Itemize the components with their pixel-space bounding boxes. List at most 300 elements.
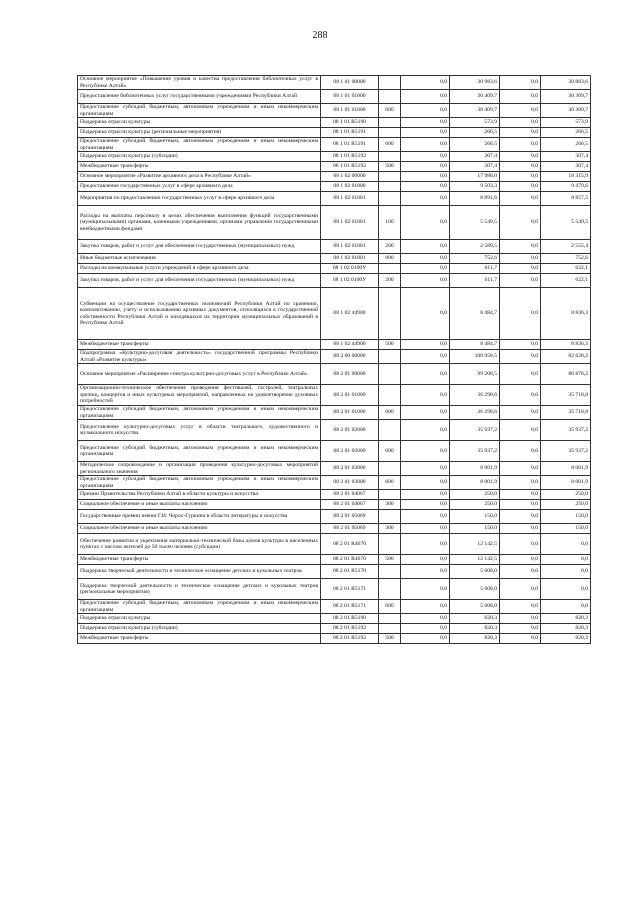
table-row <box>78 462 591 476</box>
row-value-2: 307,4 <box>450 162 500 172</box>
row-expense-type: 500 <box>379 634 401 644</box>
row-name: Премии Правительства Республики Алтай в области культуры и искусства <box>78 490 321 500</box>
row-value-3: 0,0 <box>500 162 541 172</box>
row-value-2: 266,5 <box>450 128 500 138</box>
row-value-4: 0,0 <box>541 565 591 579</box>
row-value-3: 0,0 <box>500 364 541 385</box>
row-code: 08 1 02 0100У <box>321 264 379 274</box>
row-value-2: 8 891,6 <box>450 192 500 206</box>
row-value-3: 0,0 <box>500 254 541 264</box>
row-expense-type <box>379 385 401 406</box>
row-value-2: 752,6 <box>450 254 500 264</box>
table-row <box>78 385 591 406</box>
row-value-2: 36 298,6 <box>450 385 500 406</box>
row-value-4: 250,0 <box>541 500 591 510</box>
row-value-2: 266,5 <box>450 138 500 152</box>
row-name: Поддержка отрасли культуры <box>78 118 321 128</box>
row-code: 08 1 02 01001 <box>321 254 379 264</box>
row-value-2: 30 409,7 <box>450 90 500 104</box>
row-value-2: 5 549,5 <box>450 206 500 240</box>
row-value-4: 266,5 <box>541 138 591 152</box>
row-value-1: 0,0 <box>401 138 450 152</box>
row-value-1: 0,0 <box>401 340 450 350</box>
table-row <box>78 441 591 462</box>
row-name: Межбюджетные трансферты <box>78 634 321 644</box>
row-name: Методическое сопровождение и организация проведения культурно-досуговых мероприятий регионального значения <box>78 462 321 476</box>
table-row <box>78 634 591 644</box>
row-name: Подпрограмма «Культурно-досуговая деятельность» государственной программы Республики Алтай «Развитие культуры» <box>78 350 321 364</box>
row-code: 08 2 01 R4670 <box>321 534 379 555</box>
row-value-3: 0,0 <box>500 152 541 162</box>
row-value-4: 30 309,7 <box>541 104 591 118</box>
row-value-1: 0,0 <box>401 510 450 524</box>
row-value-2: 35 937,2 <box>450 420 500 441</box>
row-name: Иные бюджетные ассигнования <box>78 254 321 264</box>
row-expense-type: 600 <box>379 406 401 420</box>
row-value-4: 820,3 <box>541 614 591 624</box>
table-row <box>78 264 591 274</box>
row-expense-type: 600 <box>379 476 401 490</box>
row-value-2: 611,7 <box>450 264 500 274</box>
table-row <box>78 579 591 600</box>
row-code: 08 1 02 01001 <box>321 192 379 206</box>
row-expense-type <box>379 128 401 138</box>
row-value-1: 0,0 <box>401 462 450 476</box>
row-value-4: 8 001,9 <box>541 462 591 476</box>
row-name: Поддержка творческой деятельности и техническое оснащение детских и кукольных театров <box>78 565 321 579</box>
row-value-2: 820,3 <box>450 614 500 624</box>
row-value-3: 0,0 <box>500 441 541 462</box>
row-value-1: 0,0 <box>401 162 450 172</box>
row-code: 08 1 02 01000 <box>321 182 379 192</box>
row-code: 08 1 02 0100У <box>321 274 379 288</box>
row-name: Предоставление субсидий бюджетным, автономным учреждениям и иным некоммерческим организациям <box>78 476 321 490</box>
row-value-1: 0,0 <box>401 182 450 192</box>
row-value-1: 0,0 <box>401 90 450 104</box>
row-name: Закупка товаров, работ и услуг для обеспечения государственных (муниципальных) нужд <box>78 274 321 288</box>
table-row <box>78 555 591 565</box>
row-expense-type <box>379 182 401 192</box>
row-name: Организационно-техническое обеспечение проведения фестивалей, гастролей, театральных зрелищ, концертов и иных культурных мероприятий, направленных на удовлетворение духовных потребностей <box>78 385 321 406</box>
row-value-2: 250,0 <box>450 490 500 500</box>
row-value-1: 0,0 <box>401 385 450 406</box>
row-code: 08 1 01 R5190 <box>321 118 379 128</box>
row-value-2: 5 608,0 <box>450 565 500 579</box>
row-name: Поддержка творческой деятельности и техническое оснащение детских и кукольных театров (региональные мероприятия) <box>78 579 321 600</box>
row-value-4: 820,3 <box>541 624 591 634</box>
row-value-2: 820,3 <box>450 624 500 634</box>
table-row <box>78 182 591 192</box>
row-value-3: 0,0 <box>500 634 541 644</box>
table-row <box>78 288 591 340</box>
row-value-2: 8 001,9 <box>450 462 500 476</box>
budget-table <box>77 75 591 644</box>
row-name: Основное мероприятие «Расширение спектра культурно-досуговых услуг в Республике Алтай» <box>78 364 321 385</box>
row-value-2: 611,7 <box>450 274 500 288</box>
row-value-3: 0,0 <box>500 385 541 406</box>
row-value-3: 0,0 <box>500 76 541 90</box>
row-value-2: 12 142,5 <box>450 555 500 565</box>
table-row <box>78 152 591 162</box>
row-code: 08 1 01 01000 <box>321 90 379 104</box>
row-value-1: 0,0 <box>401 118 450 128</box>
row-expense-type: 300 <box>379 524 401 534</box>
row-value-3: 0,0 <box>500 104 541 118</box>
row-value-1: 0,0 <box>401 634 450 644</box>
row-expense-type: 600 <box>379 441 401 462</box>
row-value-4: 80 878,2 <box>541 364 591 385</box>
table-row <box>78 420 591 441</box>
row-expense-type: 600 <box>379 138 401 152</box>
row-value-2: 36 298,6 <box>450 406 500 420</box>
row-value-2: 8 484,7 <box>450 288 500 340</box>
budget-table-body <box>78 76 591 644</box>
page-number: 288 <box>312 30 328 41</box>
row-code: 08 2 01 R5170 <box>321 565 379 579</box>
row-value-4: 2 555,4 <box>541 240 591 254</box>
row-value-2: 573,9 <box>450 118 500 128</box>
row-code: 08 2 01 04067 <box>321 500 379 510</box>
table-row <box>78 172 591 182</box>
table-row <box>78 254 591 264</box>
row-value-1: 0,0 <box>401 524 450 534</box>
row-value-3: 0,0 <box>500 462 541 476</box>
row-value-1: 0,0 <box>401 441 450 462</box>
row-expense-type <box>379 579 401 600</box>
row-value-3: 0,0 <box>500 510 541 524</box>
row-value-1: 0,0 <box>401 264 450 274</box>
row-code: 08 2 00 00000 <box>321 350 379 364</box>
row-expense-type: 300 <box>379 500 401 510</box>
row-value-1: 0,0 <box>401 128 450 138</box>
table-row <box>78 90 591 104</box>
row-value-3: 0,0 <box>500 579 541 600</box>
table-row <box>78 476 591 490</box>
row-value-2: 17 988,0 <box>450 172 500 182</box>
row-expense-type <box>379 364 401 385</box>
row-value-1: 0,0 <box>401 104 450 118</box>
table-row <box>78 624 591 634</box>
row-code: 08 2 01 01000 <box>321 406 379 420</box>
table-row <box>78 406 591 420</box>
table-row <box>78 600 591 614</box>
row-name: Основное мероприятие «Повышение уровня и качества предоставления библиотечных услуг в Республике Алтай» <box>78 76 321 90</box>
row-value-4: 8 857,5 <box>541 192 591 206</box>
row-value-3: 0,0 <box>500 90 541 104</box>
table-row <box>78 206 591 240</box>
row-name: Обеспечение развития и укрепления материально-технической базы домов культуры в населенных пунктах с числом жителей до 50 тысяч человек (субсидии) <box>78 534 321 555</box>
row-value-2: 2 589,5 <box>450 240 500 254</box>
row-value-3: 0,0 <box>500 274 541 288</box>
row-name: Основное мероприятие «Развитие архивного дела в Республике Алтай» <box>78 172 321 182</box>
row-value-4: 0,0 <box>541 579 591 600</box>
row-code: 08 2 01 02000 <box>321 420 379 441</box>
row-value-2: 5 608,0 <box>450 579 500 600</box>
row-value-1: 0,0 <box>401 406 450 420</box>
table-row <box>78 118 591 128</box>
row-value-4: 0,0 <box>541 555 591 565</box>
table-row <box>78 138 591 152</box>
row-value-1: 0,0 <box>401 254 450 264</box>
row-expense-type <box>379 288 401 340</box>
row-code: 08 2 01 R5171 <box>321 600 379 614</box>
row-value-3: 0,0 <box>500 340 541 350</box>
row-value-4: 8 836,3 <box>541 340 591 350</box>
row-expense-type <box>379 192 401 206</box>
row-value-4: 30 309,7 <box>541 90 591 104</box>
table-row <box>78 350 591 364</box>
row-expense-type: 500 <box>379 555 401 565</box>
row-value-1: 0,0 <box>401 490 450 500</box>
row-value-3: 0,0 <box>500 600 541 614</box>
row-value-2: 150,0 <box>450 524 500 534</box>
table-row <box>78 104 591 118</box>
row-expense-type <box>379 565 401 579</box>
row-expense-type <box>379 490 401 500</box>
row-code: 08 2 01 R5192 <box>321 624 379 634</box>
row-name: Предоставление библиотечных услуг государственными учреждениями Республики Алтай <box>78 90 321 104</box>
row-value-2: 250,0 <box>450 500 500 510</box>
table-row <box>78 524 591 534</box>
row-expense-type <box>379 534 401 555</box>
row-value-2: 30 409,7 <box>450 104 500 118</box>
row-code: 08 1 01 00000 <box>321 76 379 90</box>
row-expense-type: 200 <box>379 274 401 288</box>
row-expense-type <box>379 614 401 624</box>
row-value-1: 0,0 <box>401 240 450 254</box>
row-value-1: 0,0 <box>401 274 450 288</box>
row-code: 08 2 01 04067 <box>321 490 379 500</box>
row-value-3: 0,0 <box>500 524 541 534</box>
row-code: 08 2 01 05069 <box>321 510 379 524</box>
row-value-1: 0,0 <box>401 420 450 441</box>
row-name: Поддержка отрасли культуры (региональные мероприятия) <box>78 128 321 138</box>
row-name: Предоставление субсидий бюджетным, автономным учреждениям и иным некоммерческим организациям <box>78 138 321 152</box>
row-code: 08 2 01 R5171 <box>321 579 379 600</box>
row-value-3: 0,0 <box>500 534 541 555</box>
row-name: Межбюджетные трансферты <box>78 340 321 350</box>
row-value-2: 12 142,5 <box>450 534 500 555</box>
row-value-4: 150,0 <box>541 510 591 524</box>
row-value-3: 0,0 <box>500 565 541 579</box>
table-row <box>78 274 591 288</box>
row-value-1: 0,0 <box>401 614 450 624</box>
row-code: 08 2 01 01000 <box>321 385 379 406</box>
row-value-4: 30 883,6 <box>541 76 591 90</box>
row-value-4: 622,1 <box>541 274 591 288</box>
row-value-4: 35 718,8 <box>541 406 591 420</box>
row-code: 08 2 01 02000 <box>321 441 379 462</box>
row-value-2: 99 208,5 <box>450 364 500 385</box>
row-value-4: 5 549,5 <box>541 206 591 240</box>
row-name: Предоставление субсидий бюджетным, автономным учреждениям и иным некоммерческим организациям <box>78 600 321 614</box>
row-name: Предоставление субсидий бюджетным, автономным учреждениям и иным некоммерческим организациям <box>78 406 321 420</box>
row-value-2: 100 958,5 <box>450 350 500 364</box>
row-code: 08 2 01 05069 <box>321 524 379 534</box>
row-value-1: 0,0 <box>401 192 450 206</box>
row-value-3: 0,0 <box>500 624 541 634</box>
row-expense-type <box>379 152 401 162</box>
row-value-3: 0,0 <box>500 490 541 500</box>
row-value-2: 30 983,6 <box>450 76 500 90</box>
row-value-3: 0,0 <box>500 264 541 274</box>
row-code: 08 1 02 00000 <box>321 172 379 182</box>
row-code: 08 2 01 R5192 <box>321 634 379 644</box>
row-expense-type <box>379 624 401 634</box>
row-name: Социальное обеспечение и иные выплаты населению <box>78 500 321 510</box>
table-row <box>78 192 591 206</box>
row-value-3: 0,0 <box>500 172 541 182</box>
row-name: Предоставление субсидий бюджетным, автономным учреждениям и иным некоммерческим организациям <box>78 441 321 462</box>
row-expense-type: 800 <box>379 254 401 264</box>
row-value-1: 0,0 <box>401 555 450 565</box>
row-value-4: 250,0 <box>541 490 591 500</box>
table-row <box>78 340 591 350</box>
row-value-3: 0,0 <box>500 182 541 192</box>
row-expense-type <box>379 350 401 364</box>
row-expense-type <box>379 90 401 104</box>
row-value-3: 0,0 <box>500 350 541 364</box>
row-value-4: 150,0 <box>541 524 591 534</box>
row-value-3: 0,0 <box>500 555 541 565</box>
row-value-3: 0,0 <box>500 614 541 624</box>
row-name: Социальное обеспечение и иные выплаты населению <box>78 524 321 534</box>
table-row <box>78 490 591 500</box>
row-code: 08 2 01 R4670 <box>321 555 379 565</box>
row-name: Закупка товаров, работ и услуг для обеспечения государственных (муниципальных) нужд <box>78 240 321 254</box>
row-value-2: 307,4 <box>450 152 500 162</box>
row-value-2: 5 608,0 <box>450 600 500 614</box>
row-code: 08 1 02 01001 <box>321 206 379 240</box>
row-expense-type: 100 <box>379 206 401 240</box>
row-code: 08 1 01 R5192 <box>321 152 379 162</box>
row-expense-type <box>379 510 401 524</box>
row-name: Предоставление субсидий бюджетным, автономным учреждениям и иным некоммерческим организациям <box>78 104 321 118</box>
row-value-4: 0,0 <box>541 600 591 614</box>
row-value-1: 0,0 <box>401 172 450 182</box>
row-value-1: 0,0 <box>401 76 450 90</box>
row-name: Поддержка отрасли культуры (субсидии) <box>78 152 321 162</box>
row-name: Расходы на выплаты персоналу в целях обеспечения выполнения функций государственными (муниципальными) органами, казенными учреждениями, органами управления государственными внебюджетными фондами <box>78 206 321 240</box>
row-name: Межбюджетные трансферты <box>78 555 321 565</box>
row-value-3: 0,0 <box>500 288 541 340</box>
row-expense-type: 600 <box>379 600 401 614</box>
row-value-4: 307,4 <box>541 152 591 162</box>
row-value-3: 0,0 <box>500 476 541 490</box>
row-name: Мероприятия по предоставлению государственных услуг в сфере архивного дела <box>78 192 321 206</box>
row-name: Поддержка отрасли культуры <box>78 614 321 624</box>
row-value-1: 0,0 <box>401 624 450 634</box>
row-name: Государственные премии имени Г.И. Чорос-Гуркина в области литературы и искусства <box>78 510 321 524</box>
row-expense-type <box>379 118 401 128</box>
row-value-1: 0,0 <box>401 565 450 579</box>
row-value-1: 0,0 <box>401 288 450 340</box>
row-code: 08 2 01 03000 <box>321 462 379 476</box>
row-value-2: 35 937,2 <box>450 441 500 462</box>
row-value-3: 0,0 <box>500 406 541 420</box>
row-name: Поддержка отрасли культуры (субсидии) <box>78 624 321 634</box>
table-row <box>78 534 591 555</box>
row-code: 08 1 02 44900 <box>321 340 379 350</box>
row-name: Предоставление государственных услуг в сфере архивного дела <box>78 182 321 192</box>
row-value-1: 0,0 <box>401 600 450 614</box>
row-expense-type <box>379 172 401 182</box>
table-row <box>78 76 591 90</box>
row-value-3: 0,0 <box>500 206 541 240</box>
row-expense-type <box>379 462 401 476</box>
row-value-1: 0,0 <box>401 206 450 240</box>
row-expense-type: 500 <box>379 162 401 172</box>
row-value-2: 150,0 <box>450 510 500 524</box>
row-value-1: 0,0 <box>401 579 450 600</box>
row-value-3: 0,0 <box>500 138 541 152</box>
row-code: 08 1 01 R5191 <box>321 138 379 152</box>
row-code: 08 1 01 R5191 <box>321 128 379 138</box>
table-row <box>78 128 591 138</box>
row-value-4: 9 479,6 <box>541 182 591 192</box>
row-value-3: 0,0 <box>500 118 541 128</box>
row-name: Межбюджетные трансферты <box>78 162 321 172</box>
row-value-2: 9 503,3 <box>450 182 500 192</box>
row-value-4: 266,5 <box>541 128 591 138</box>
row-value-4: 573,9 <box>541 118 591 128</box>
row-value-4: 82 628,2 <box>541 350 591 364</box>
table-row <box>78 364 591 385</box>
row-name: Предоставление культурно-досуговых услуг в области театрального, художественного и музыкального искусства <box>78 420 321 441</box>
row-value-1: 0,0 <box>401 152 450 162</box>
row-code: 08 1 02 01001 <box>321 240 379 254</box>
row-value-4: 820,3 <box>541 634 591 644</box>
row-value-3: 0,0 <box>500 420 541 441</box>
row-expense-type <box>379 264 401 274</box>
row-name: Расходы на коммунальные услуги учреждений в сфере архивного дела <box>78 264 321 274</box>
row-code: 08 2 01 00000 <box>321 364 379 385</box>
row-value-4: 35 718,8 <box>541 385 591 406</box>
row-value-1: 0,0 <box>401 350 450 364</box>
row-value-1: 0,0 <box>401 534 450 555</box>
row-value-1: 0,0 <box>401 476 450 490</box>
row-code: 08 2 01 03000 <box>321 476 379 490</box>
row-value-2: 820,3 <box>450 634 500 644</box>
table-row <box>78 565 591 579</box>
row-expense-type <box>379 76 401 90</box>
row-value-3: 0,0 <box>500 192 541 206</box>
table-row <box>78 162 591 172</box>
row-value-4: 35 937,2 <box>541 441 591 462</box>
row-expense-type: 600 <box>379 104 401 118</box>
row-value-4: 8 001,9 <box>541 476 591 490</box>
row-value-4: 622,1 <box>541 264 591 274</box>
row-value-4: 0,0 <box>541 534 591 555</box>
row-value-1: 0,0 <box>401 500 450 510</box>
row-value-1: 0,0 <box>401 364 450 385</box>
table-row <box>78 614 591 624</box>
row-expense-type: 200 <box>379 240 401 254</box>
row-name: Субвенции на осуществление государственных полномочий Республики Алтай по хранению, комплектованию, учету и использованию архивных документов, относящихся к государственной собственности Республики Алтай и находящихся на территории муниципальных образований в Республике Алтай <box>78 288 321 340</box>
row-value-2: 8 484,7 <box>450 340 500 350</box>
row-value-3: 0,0 <box>500 240 541 254</box>
row-expense-type: 500 <box>379 340 401 350</box>
row-value-4: 8 836,3 <box>541 288 591 340</box>
row-value-3: 0,0 <box>500 128 541 138</box>
row-value-4: 18 315,9 <box>541 172 591 182</box>
row-code: 08 2 01 R5190 <box>321 614 379 624</box>
row-code: 08 1 01 R5192 <box>321 162 379 172</box>
row-value-3: 0,0 <box>500 500 541 510</box>
table-row <box>78 240 591 254</box>
row-value-4: 35 937,2 <box>541 420 591 441</box>
row-expense-type <box>379 420 401 441</box>
